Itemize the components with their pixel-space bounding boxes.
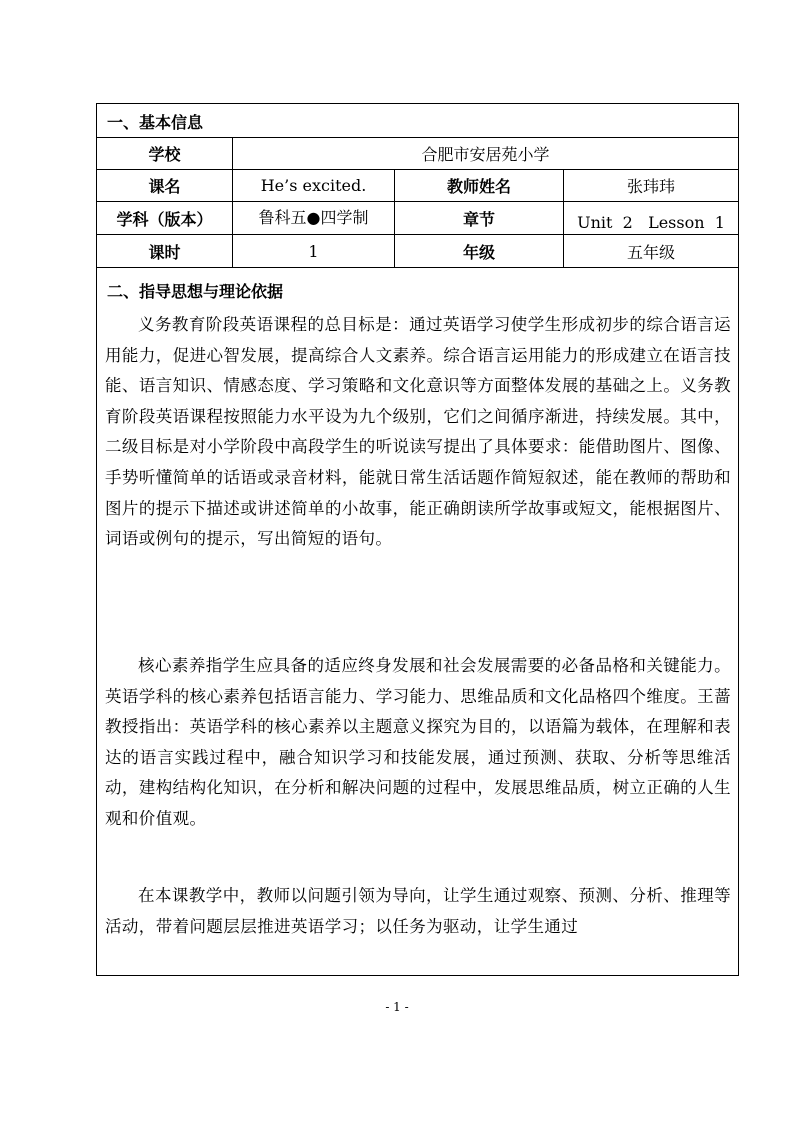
section1-header-row	[97, 104, 738, 138]
paragraph-2: 核心素养指学生应具备的适应终身发展和社会发展需要的必备品格和关键能力。英语学科的核心素养包括语言能力、学习能力、思维品质和文化品格四个维度。王蔷教授指出：英语学科的核心素养以主题意义探究为目的，以语篇为载体，在理解和表达的语言实践过程中，融合知识学习和技能发展，通过预测、获取、分析等思维活动，建构结构化知识，在分析和解决问题的过程中，发展思维品质，树立正确的人生观和价值观。	[105, 656, 731, 828]
subject-row	[97, 202, 738, 235]
grade-value: 五年级	[626, 242, 675, 262]
section2-body	[97, 268, 738, 975]
subject-value: 鲁科五●四学制	[233, 202, 395, 234]
teacher-label: 教师姓名	[395, 170, 564, 201]
document-table	[96, 103, 739, 976]
period-value: 1	[233, 235, 395, 267]
chapter-label: 章节	[395, 202, 564, 234]
chapter-value: Unit 2 Lesson 1	[577, 213, 725, 232]
period-row	[97, 235, 738, 268]
school-label: 学校	[97, 138, 233, 169]
subject-label: 学科（版本）	[97, 202, 233, 234]
section2-title: 二、指导思想与理论依据	[107, 282, 284, 301]
teacher-value: 张玮玮	[626, 177, 675, 196]
course-label: 课名	[97, 170, 233, 201]
period-label: 课时	[97, 235, 233, 267]
grade-label: 年级	[395, 235, 564, 267]
page-number: - 1 -	[385, 1000, 409, 1014]
paragraph-1: 义务教育阶段英语课程的总目标是：通过英语学习使学生形成初步的综合语言运用能力，促进心智发展，提高综合人文素养。综合语言运用能力的形成建立在语言技能、语言知识、情感态度、学习策略和文化意识等方面整体发展的基础之上。义务教育阶段英语课程按照能力水平设为九个级别，它们之间循序渐进，持续发展。其中，二级目标是对小学阶段中高段学生的听说读写提出了具体要求：能借助图片、图像、手势听懂简单的话语或录音材料，能就日常生活话题作简短叙述，能在教师的帮助和图片的提示下描述或讲述简单的小故事，能正确朗读所学故事或短文，能根据图片、词语或例句的提示，写出简短的语句。	[105, 315, 731, 549]
school-value: 合肥市安居苑小学	[421, 145, 550, 164]
section1-title: 一、基本信息	[107, 113, 204, 132]
course-value: He’s excited.	[233, 170, 395, 201]
paragraph-3: 在本课教学中，教师以问题引领为导向，让学生通过观察、预测、分析、推理等活动，带着问题层层推进英语学习；以任务为驱动，让学生通过	[105, 886, 731, 936]
school-row	[97, 138, 738, 170]
course-row	[97, 170, 738, 202]
